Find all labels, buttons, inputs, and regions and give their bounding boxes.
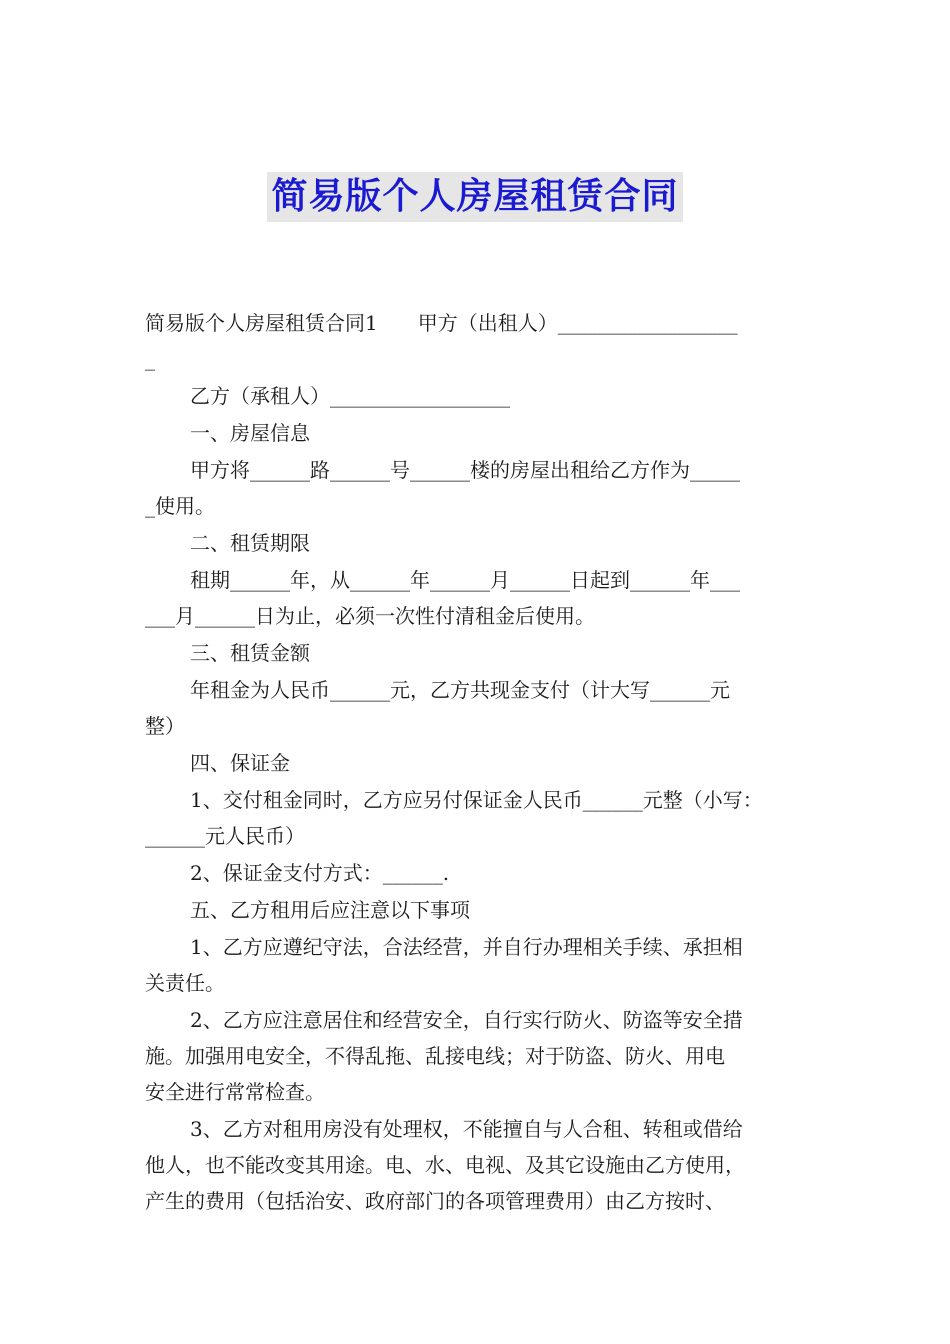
paragraph: 二、租赁期限	[190, 531, 310, 555]
paragraph: 五、乙方租用后应注意以下事项	[190, 898, 470, 922]
paragraph: 四、保证金	[190, 751, 290, 775]
paragraph: 1、乙方应遵纪守法，合法经营，并自行办理相关手续、承担相 关责任。	[145, 935, 743, 995]
paragraph: 3、乙方对租用房没有处理权，不能擅自与人合租、转租或借给 他人，也不能改变其用途。电、水、电视、及其它设施由乙方使用， 产生的费用（包括治安、政府部门的各项管理费用）由乙方按时、	[145, 1117, 745, 1213]
paragraph: 2、乙方应注意居住和经营安全，自行实行防火、防盗等安全措 施。加强用电安全，不得乱拖、乱接电线；对于防盗、防火、用电 安全进行常常检查。	[145, 1008, 743, 1104]
paragraph: 乙方（承租人）__________________	[190, 384, 510, 408]
paragraph: 甲方将______路______号______楼的房屋出租给乙方作为_____ _使用。	[145, 458, 740, 518]
paragraph: 简易版个人房屋租赁合同1 甲方（出租人）__________________ _	[145, 311, 738, 371]
paragraph: 年租金为人民币______元，乙方共现金支付（计大写______元 整）	[145, 678, 730, 738]
document-body	[145, 305, 810, 1220]
paragraph: 2、保证金支付方式：______.	[190, 861, 450, 885]
paragraph: 租期______年，从______年______月______日起到______年___ ___月______日为止，必须一次性付清租金后使用。	[145, 568, 740, 628]
title-container	[0, 172, 950, 222]
document-title: 简易版个人房屋租赁合同	[267, 172, 682, 222]
paragraph: 1、交付租金同时，乙方应另付保证金人民币______元整（小写： ______元人民币）	[145, 788, 763, 848]
paragraph: 三、租赁金额	[190, 641, 310, 665]
paragraph: 一、房屋信息	[190, 421, 310, 445]
